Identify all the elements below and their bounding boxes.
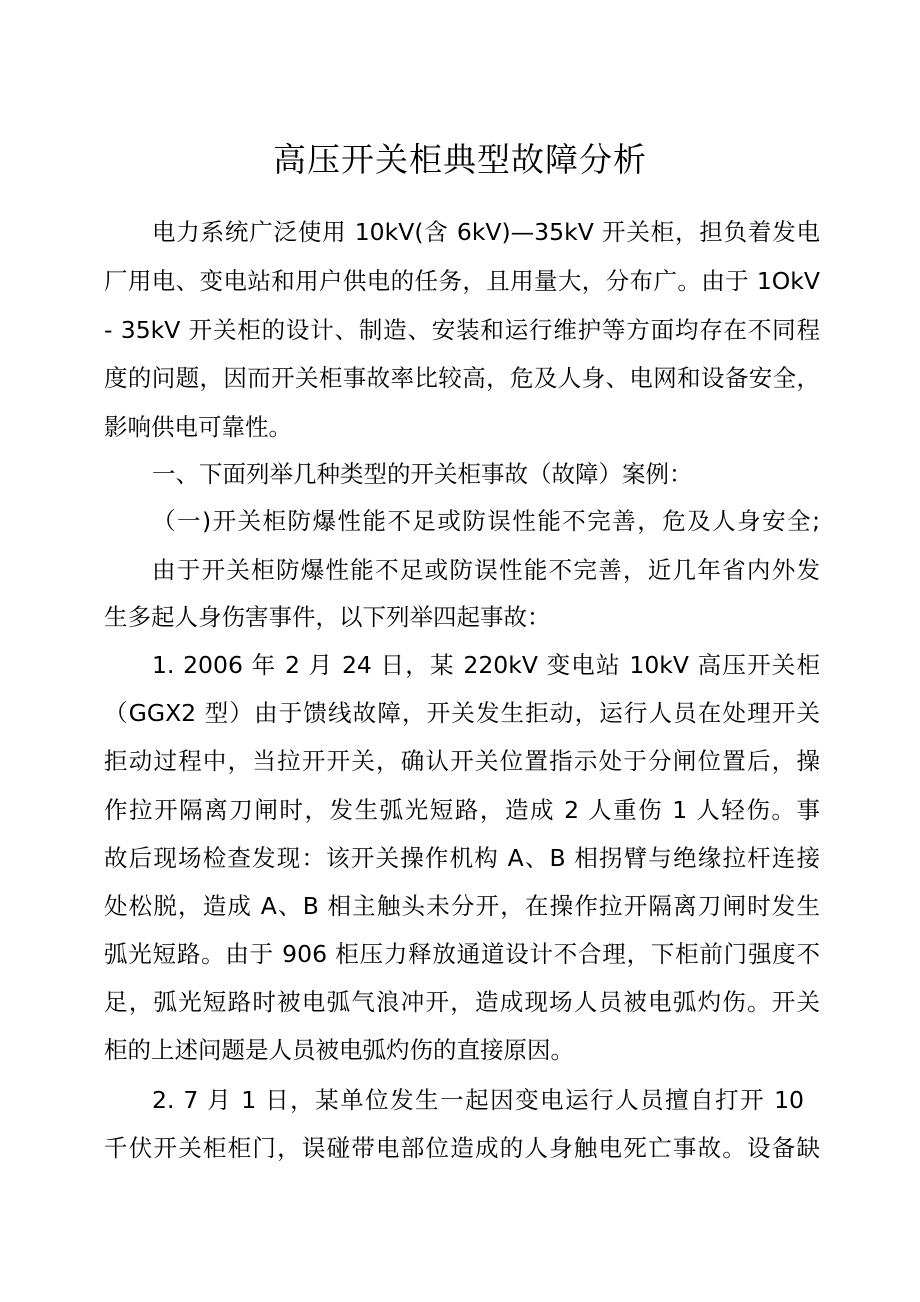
case-1-line-5: 故后现场检查发现：该开关操作机构 A、B 相拐臂与绝缘拉杆连接 [104, 844, 820, 872]
case-1-line-7: 弧光短路。由于 906 柜压力释放通道设计不合理，下柜前门强度不 [104, 940, 820, 968]
paragraph-intro-line-1: 电力系统广泛使用 10kV(含 6kV)—35kV 开关柜，担负着发电 [152, 218, 820, 246]
case-1-line-2: （GGX2 型）由于馈线故障，开关发生拒动，运行人员在处理开关 [104, 699, 820, 727]
case-1-line-4: 作拉开隔离刀闸时，发生弧光短路，造成 2 人重伤 1 人轻伤。事 [104, 796, 820, 824]
paragraph-intro-line-4: 度的问题，因而开关柜事故率比较高，危及人身、电网和设备安全， [104, 364, 820, 392]
section-heading-1: 一、下面列举几种类型的开关柜事故（故障）案例： [152, 460, 693, 488]
case-1-line-3: 拒动过程中，当拉开开关，确认开关位置指示处于分闸位置后，操 [104, 747, 820, 775]
paragraph-intro-line-3: - 35kV 开关柜的设计、制造、安装和运行维护等方面均存在不同程 [104, 316, 820, 344]
case-1-line-9: 柜的上述问题是人员被电弧灼伤的直接原因。 [104, 1036, 574, 1064]
subsection-heading-1: （一)开关柜防爆性能不足或防误性能不完善，危及人身安全; [152, 507, 820, 535]
case-1-line-6: 处松脱，造成 A、B 相主触头未分开，在操作拉开隔离刀闸时发生 [104, 892, 820, 920]
case-1-line-8: 足，弧光短路时被电弧气浪冲开，造成现场人员被电弧灼伤。开关 [104, 988, 820, 1016]
case-2-line-1: 2. 7 月 1 日，某单位发生一起因变电运行人员擅自打开 10 [152, 1086, 804, 1114]
paragraph-intro-line-5: 影响供电可靠性。 [104, 413, 292, 441]
paragraph-intro-line-2: 厂用电、变电站和用户供电的任务，且用量大，分布广。由于 1OkV [104, 267, 820, 295]
paragraph-summary-line-1: 由于开关柜防爆性能不足或防误性能不完善，近几年省内外发 [152, 556, 820, 584]
case-1-line-1: 1. 2006 年 2 月 24 日，某 220kV 变电站 10kV 高压开关柜 [152, 651, 820, 679]
case-2-line-2: 千伏开关柜柜门，误碰带电部位造成的人身触电死亡事故。设备缺 [104, 1134, 820, 1162]
document-title: 高压开关柜典型故障分析 [273, 140, 647, 179]
paragraph-summary-line-2: 生多起人身伤害事件，以下列举四起事故： [104, 603, 551, 631]
